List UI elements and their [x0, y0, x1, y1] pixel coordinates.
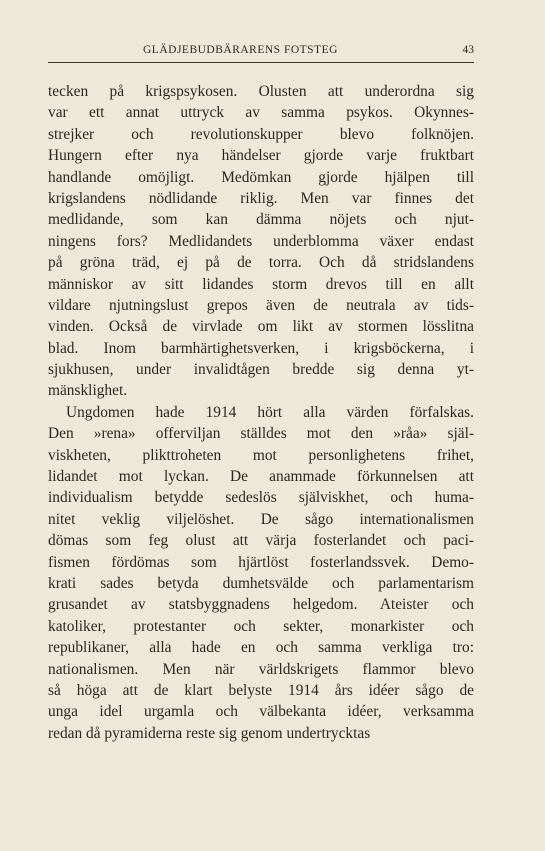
text-line: sjukhusen, under invalidtågen bredde sig denna yt- — [48, 361, 474, 379]
text-line: blad. Inom barmhärtighetsverken, i krigsböckerna, i — [48, 339, 474, 357]
text-line: var ett annat uttryck av samma psykos. Okynnes- — [48, 104, 474, 122]
text-line: mänsklighet. — [48, 382, 128, 400]
text-line: individualism betydde sedeslös själviskhet, och huma- — [48, 489, 474, 507]
text-line: tecken på krigspsykosen. Olusten att underordna sig — [48, 83, 474, 100]
text-line: viskheten, plikttroheten mot personlighetens frihet, — [48, 446, 474, 464]
page-header — [48, 44, 474, 63]
text-line: lidandet mot lyckan. De anammade förkunnelsen att — [48, 468, 474, 486]
body-text — [48, 81, 474, 744]
text-line: katoliker, protestanter och sekter, monarkister och — [48, 617, 474, 635]
page-number: 43 — [462, 44, 474, 56]
text-line: strejker och revolutionskupper blevo folknöjen. — [48, 125, 474, 143]
text-line: fismen fördömas som hjärtlöst fosterlandssvek. Demo- — [48, 553, 474, 571]
text-line: vildare njutningslust grepos även de neutrala av tids- — [48, 296, 474, 314]
text-line: dömas som feg olust att värja fosterlandet och paci- — [48, 532, 474, 550]
text-line: vinden. Också de virvlade om likt av stormen lösslitna — [48, 318, 474, 336]
text-line: Den »rena» offerviljan ställdes mot den »råa» själ- — [48, 425, 474, 443]
text-line: Ungdomen hade 1914 hört alla värden förfalskas. — [66, 403, 474, 421]
text-line: krati sades betyda dumhetsvälde och parlamentarism — [48, 574, 474, 592]
text-line: republikaner, alla hade en och samma verkliga tro: — [48, 639, 474, 657]
text-line: krigslandens nödlidande riklig. Men var finnes det — [48, 189, 474, 207]
text-line: på gröna träd, ej på de torra. Och då stridslandens — [48, 254, 474, 272]
running-title: GLÄDJEBUDBÄRARENS FOTSTEG — [143, 44, 338, 56]
text-line: handlande omöjligt. Medömkan gjorde hjälpen till — [48, 168, 474, 186]
text-line: nationalismen. Men när världskrigets flammor blevo — [48, 660, 474, 678]
text-line: redan då pyramiderna reste sig genom undertrycktas — [48, 724, 371, 742]
text-line: så höga att de klart belyste 1914 års idéer sågo de — [48, 681, 474, 699]
text-line: grusandet av statsbyggnadens helgedom. Ateister och — [48, 596, 474, 614]
text-line: medlidande, som kan dämma nöjets och njut- — [48, 211, 474, 229]
text-line: ningens fors? Medlidandets underblomma växer endast — [48, 232, 474, 250]
text-line: unga idel urgamla och välbekanta idéer, verksamma — [48, 703, 474, 721]
text-line: Hungern efter nya händelser gjorde varje fruktbart — [48, 147, 474, 165]
text-line: människor av sitt lidandes storm drevos till en allt — [48, 275, 474, 293]
text-line: nitet veklig viljelöshet. De sågo internationalismen — [48, 510, 474, 528]
